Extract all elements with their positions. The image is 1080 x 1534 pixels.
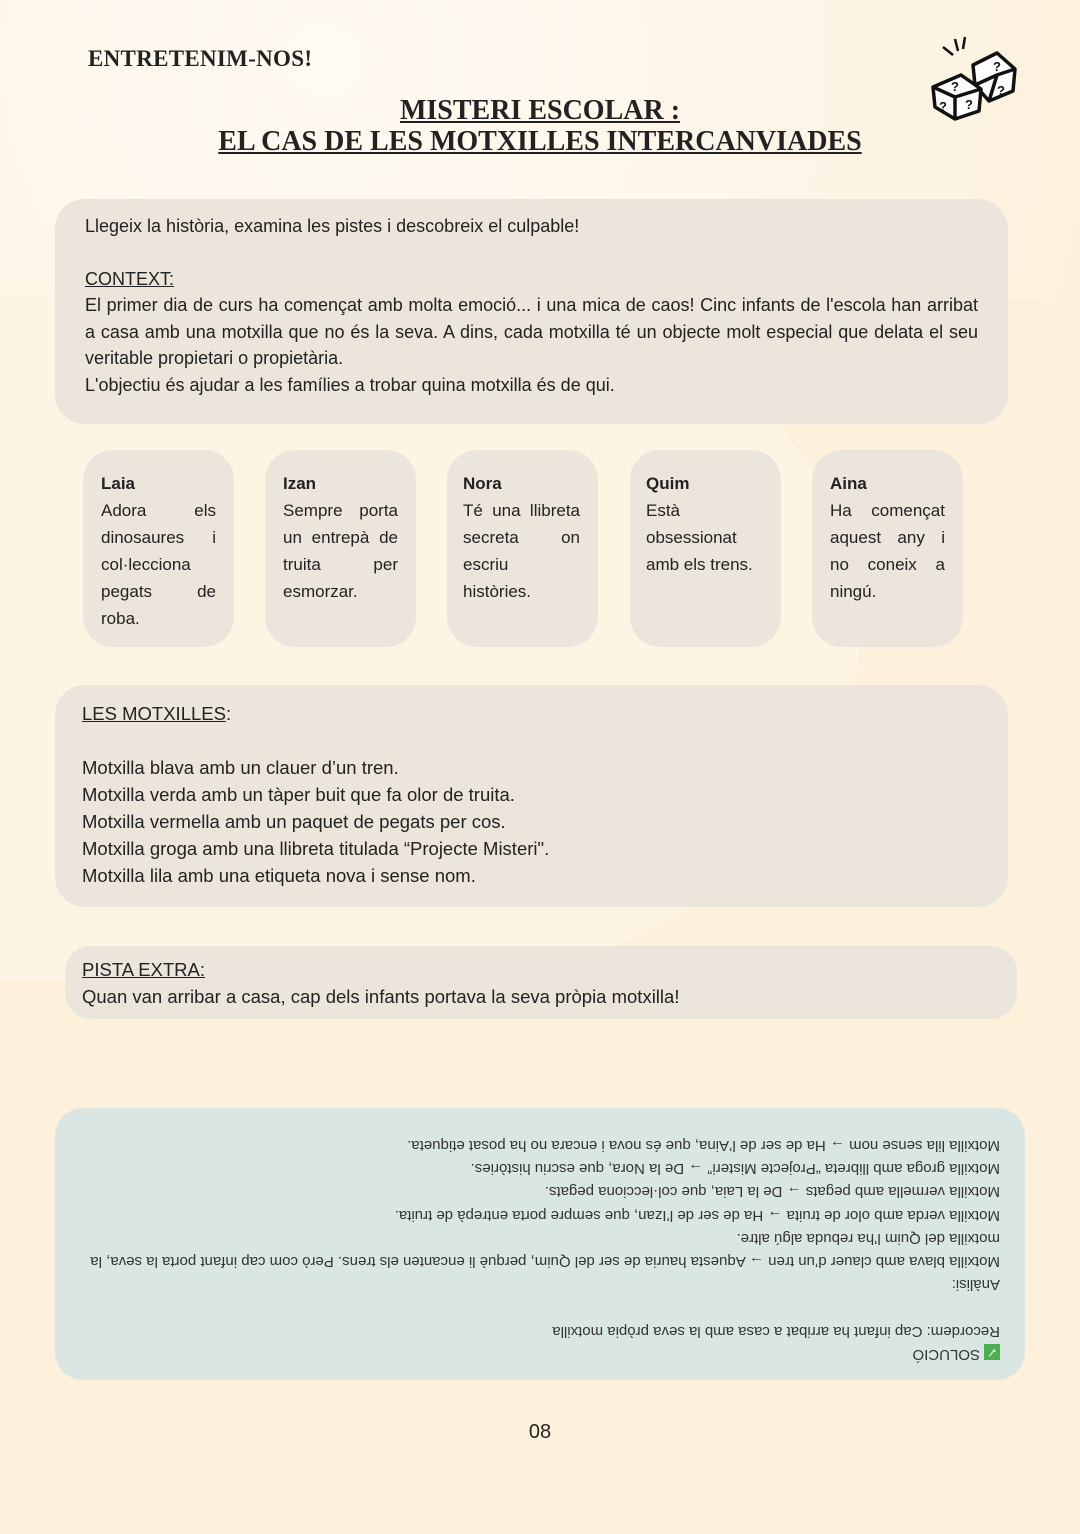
backpacks-box — [55, 685, 1008, 907]
character-desc: Adora els dinosaures i col·lecciona pegats de roba. — [101, 501, 216, 628]
context-label: CONTEXT: — [85, 268, 175, 289]
character-desc: Està obsessionat amb els trens. — [646, 501, 753, 574]
page-number: 08 — [528, 1421, 552, 1443]
character-name: Quim — [646, 474, 690, 493]
instruction-text: Llegeix la història, examina les pistes i descobreix el culpable! — [85, 216, 580, 236]
goal-text: L'objectiu és ajudar a les famílies a trobar quina motxilla és de qui. — [85, 374, 615, 395]
character-desc: Ha començat aquest any i no coneix a ningú. — [830, 501, 945, 601]
backpacks-label: LES MOTXILLES — [82, 703, 226, 724]
svg-text:?: ? — [993, 59, 1001, 74]
title-line-1: MISTERI ESCOLAR : — [399, 95, 681, 126]
analysis-label: Anàlisi: — [951, 1276, 1000, 1294]
section-header: ENTRETENIM-NOS! — [88, 46, 313, 71]
character-desc: Sempre porta un entrepà de truita per esmorzar. — [283, 501, 398, 601]
page-title — [40, 95, 1040, 157]
solution-label: SOLUCIÓ — [912, 1346, 980, 1363]
svg-text:?: ? — [939, 99, 947, 114]
intro-box — [55, 199, 1008, 424]
character-card-laia — [83, 450, 234, 647]
dice-icon — [925, 35, 1025, 125]
solution-line: Motxilla groga amb llibreta “Projecte Misteri” → De la Nora, que escriu històries. — [470, 1159, 1000, 1177]
solution-line: Motxilla vermella amb pegats → De la Laia, que col·lecciona pegats. — [544, 1183, 1000, 1201]
character-name: Aina — [830, 474, 867, 493]
colon: : — [225, 703, 232, 724]
context-text: El primer dia de curs ha començat amb molta emoció... i una mica de caos! Cinc infants de l'escola han arribat a casa amb una motxilla que no és la seva. A dins, cada motxilla té un objecte molt especial que delata el seu veritable propietari o propietària. — [85, 295, 978, 368]
extra-clue-label: PISTA EXTRA: — [82, 959, 206, 980]
solution-box — [55, 1108, 1025, 1380]
character-card-izan — [265, 450, 416, 647]
character-name: Izan — [283, 474, 317, 493]
character-card-aina — [812, 450, 963, 647]
backpack-item: Motxilla vermella amb un paquet de pegats per cos. — [82, 811, 506, 832]
solution-upside-down — [55, 1108, 1025, 1380]
character-name: Nora — [463, 474, 502, 493]
backpack-item: Motxilla groga amb una llibreta titulada “Projecte Misteri". — [82, 838, 550, 859]
svg-text:?: ? — [997, 83, 1005, 98]
checkmark-icon: ✓ — [984, 1344, 1000, 1360]
character-card-quim — [630, 450, 781, 647]
svg-text:?: ? — [951, 79, 959, 94]
solution-line: Motxilla verda amb olor de truita → Ha de ser de l’Izan, que sempre porta entrepà de truita. — [394, 1206, 1000, 1224]
extra-clue-box — [65, 946, 1017, 1019]
solution-reminder: Recordem: Cap infant ha arribat a casa amb la seva pròpia motxilla — [552, 1322, 1000, 1340]
extra-clue-text: Quan van arribar a casa, cap dels infants portava la seva pròpia motxilla! — [82, 986, 680, 1007]
backpack-item: Motxilla blava amb un clauer d’un tren. — [82, 757, 399, 778]
title-line-2: EL CAS DE LES MOTXILLES INTERCANVIADES — [218, 126, 862, 157]
solution-line: Motxilla lila sense nom → Ha de ser de l’Aina, que és nova i encara no ha posat etiqueta. — [407, 1136, 1000, 1154]
solution-line: Motxilla blava amb clauer d’un tren → Aquesta hauria de ser del Quim, perquè li encanten els trens. Però com cap infant porta la seva, la motxilla del Quim l’ha rebuda algú altre. — [90, 1229, 1000, 1271]
character-card-nora — [447, 450, 598, 647]
character-desc: Té una llibreta secreta on escriu històries. — [463, 501, 580, 601]
backpack-item: Motxilla verda amb un tàper buit que fa olor de truita. — [82, 784, 515, 805]
character-name: Laia — [101, 474, 136, 493]
svg-text:?: ? — [965, 97, 973, 112]
backpack-item: Motxilla lila amb una etiqueta nova i sense nom. — [82, 865, 476, 886]
